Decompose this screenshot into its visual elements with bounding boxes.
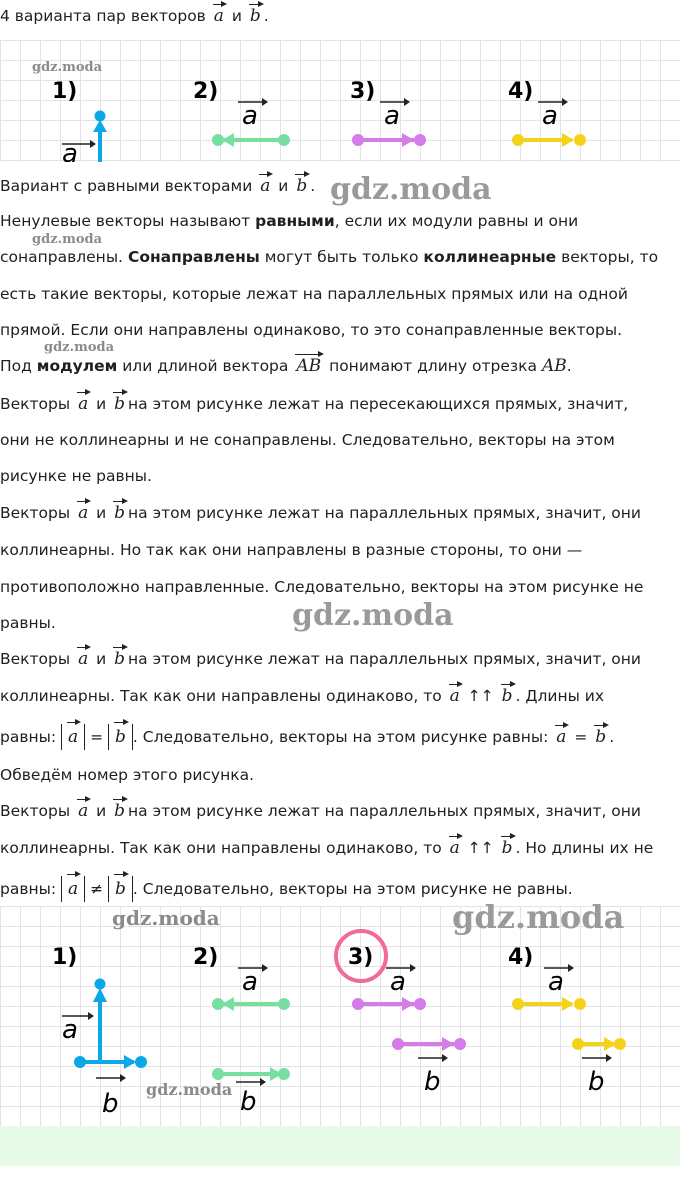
text-line: рисунке не равны.: [0, 467, 152, 485]
fig-label-3: 3): [350, 79, 376, 104]
fig-label-2: 2): [193, 945, 219, 970]
svg-text:b: b: [102, 1089, 119, 1119]
fig-label-1: 1): [52, 79, 78, 104]
svg-text:b: b: [424, 1067, 441, 1097]
text-line: есть такие векторы, которые лежат на параллельных прямых или на одной: [0, 285, 628, 303]
watermark: gdz.moda: [292, 598, 454, 633]
text-line: Под модулем или длиной вектора AB понимают длину отрезка AB.: [0, 356, 572, 376]
fig-label-1: 1): [52, 945, 78, 970]
watermark: gdz.moda: [452, 898, 625, 936]
fig1-a-label: a: [62, 139, 78, 162]
fig2-a-label: a: [242, 101, 258, 131]
fig-label-3: 3): [348, 945, 374, 970]
watermark: gdz.moda: [112, 906, 220, 930]
watermark: gdz.moda: [32, 60, 103, 75]
text-line: прямой. Если они направлены одинаково, то это сонаправленные векторы.: [0, 321, 623, 339]
text-line: коллинеарны. Но так как они направлены в разные стороны, то они —: [0, 541, 583, 559]
fig-label-2: 2): [193, 79, 219, 104]
text-line: Векторы a и b на этом рисунке лежат на пересекающихся прямых, значит,: [0, 394, 629, 414]
text-line: коллинеарны. Так как они направлены одинаково, то a ↑↑ b . Длины их: [0, 686, 605, 706]
watermark: gdz.moda: [330, 172, 492, 207]
text-line: равны: a ≠ b . Следовательно, векторы на этом рисунке не равны.: [0, 876, 680, 902]
text-line: равны.: [0, 614, 56, 632]
text-line: они не коллинеарны и не сонаправлены. Следовательно, векторы на этом: [0, 431, 615, 449]
text-line: Вариант с равными векторами a и b .: [0, 176, 316, 196]
text-line: противоположно направленные. Следовательно, векторы на этом рисунке не: [0, 578, 644, 596]
fig-label-4: 4): [508, 79, 534, 104]
svg-text:a: a: [62, 1015, 78, 1045]
vector-b: b: [249, 6, 261, 26]
text-line: Ненулевые векторы называют равными, если их модули равны и они: [0, 212, 579, 230]
fig4-a-label: a: [542, 101, 558, 131]
text-line: Векторы a и b на этом рисунке лежат на параллельных прямых, значит, они: [0, 649, 641, 669]
svg-text:a: a: [242, 967, 258, 997]
text-line: Векторы a и b на этом рисунке лежат на параллельных прямых, значит, они: [0, 503, 641, 523]
fig-label-4: 4): [508, 945, 534, 970]
fig3-a-label: a: [384, 101, 400, 131]
watermark: gdz.moda: [146, 1080, 233, 1099]
svg-text:a: a: [548, 967, 564, 997]
figure-top: [0, 40, 680, 162]
figure-bottom-svg: [0, 906, 680, 1126]
text-line: Векторы a и b на этом рисунке лежат на параллельных прямых, значит, они: [0, 801, 641, 821]
svg-text:a: a: [390, 967, 406, 997]
figure-top-svg: [0, 40, 680, 162]
text-line: равны: a = b . Следовательно, векторы на этом рисунке равны: a = b .: [0, 724, 680, 750]
svg-text:b: b: [240, 1087, 257, 1117]
text-line: сонаправлены. Сонаправлены могут быть только коллинеарные векторы, то: [0, 248, 659, 266]
figure-bottom: [0, 898, 680, 1126]
watermark: gdz.moda: [32, 232, 103, 247]
fig1-arrowhead: [93, 120, 107, 132]
vector-a: a: [213, 6, 224, 26]
fig1-endpoint: [95, 111, 106, 122]
text-line: коллинеарны. Так как они направлены одинаково, то a ↑↑ b . Но длины их не: [0, 838, 654, 858]
footer-bar: [0, 1126, 680, 1166]
watermark: gdz.moda: [44, 340, 115, 355]
intro-line: 4 варианта пар векторов a и b .: [0, 6, 269, 26]
text-line: Обведём номер этого рисунка.: [0, 766, 255, 784]
svg-text:b: b: [588, 1067, 605, 1097]
